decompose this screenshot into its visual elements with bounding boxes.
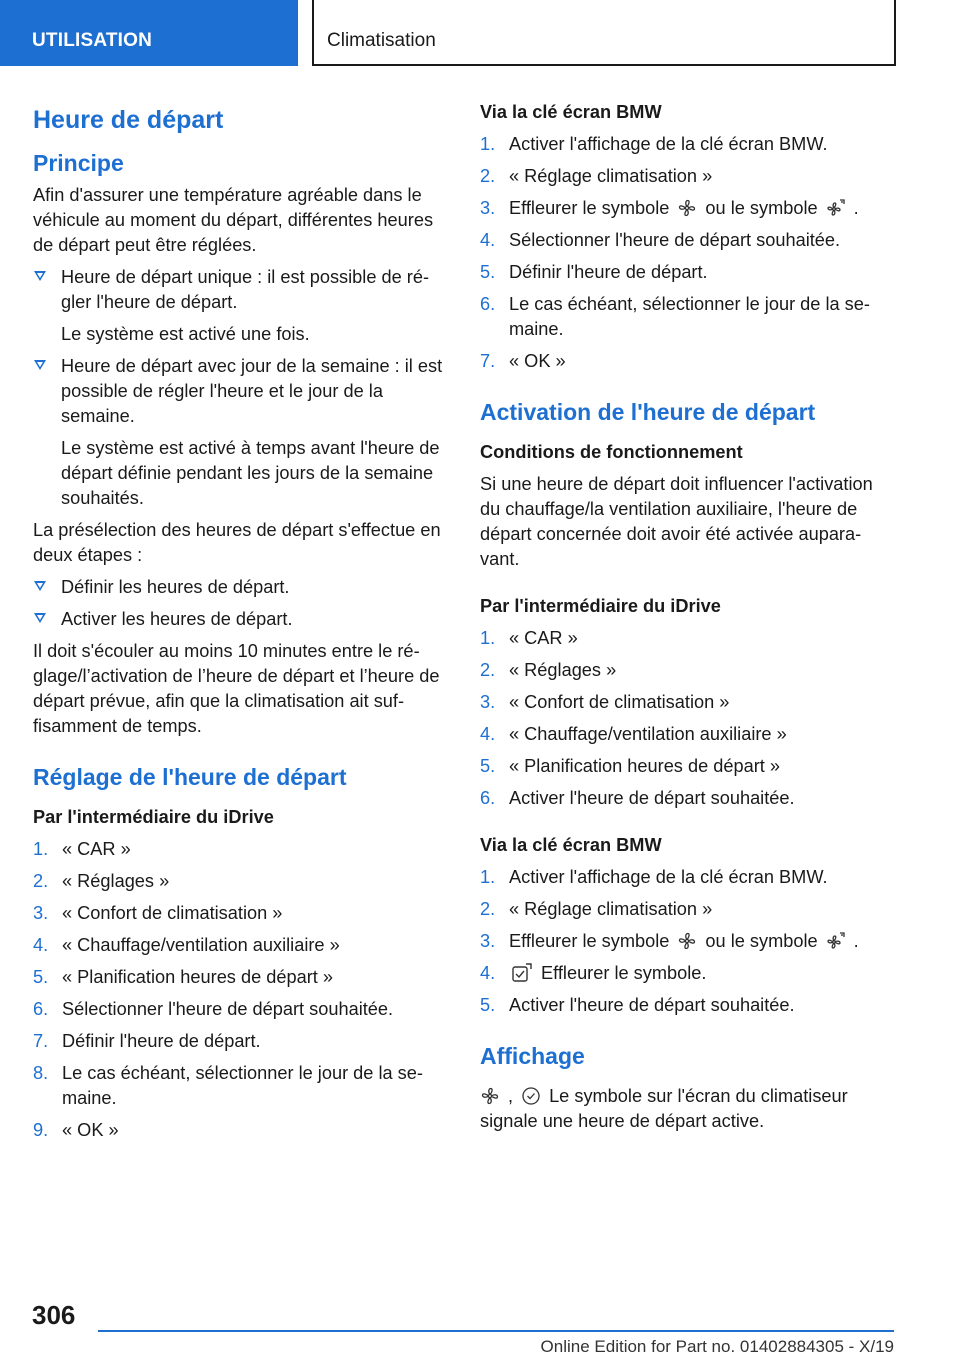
- key2-steps-list: [480, 865, 894, 1018]
- step-text: Définir l'heure de départ.: [509, 262, 708, 282]
- bullet-text: Définir les heures de départ.: [61, 577, 290, 597]
- list-item: 5. « Planification heures de départ »: [33, 967, 333, 987]
- conditions-text: Si une heure de départ doit influencer l'activation du chauffage/la ventilation auxiliaire, l'heure de départ concernée doit avoir été activée auparavant.: [480, 474, 873, 569]
- bullet-text: Heure de départ unique : il est possible de régler l'heure de départ.: [61, 267, 430, 312]
- list-item: 4. « Chauffage/ventilation auxiliaire »: [480, 724, 787, 744]
- step-text: Effleurer le symbole: [509, 198, 670, 218]
- list-item: 1. Activer l'affichage de la clé écran BMW.: [480, 867, 828, 887]
- step-text: ou le symbole: [705, 198, 818, 218]
- display-heading: Affichage: [480, 1043, 585, 1069]
- step-text: Définir l'heure de départ.: [62, 1031, 261, 1051]
- principle-text: Afin d'assurer une température agréable dans le véhicule au moment du départ, différentes heures de départ peut être réglées.: [33, 185, 434, 255]
- conditions-heading: Conditions de fonctionnement: [480, 442, 743, 462]
- activation-heading: Activation de l'heure de départ: [480, 399, 816, 425]
- step-text: « Planification heures de départ »: [509, 756, 780, 776]
- step-text: .: [853, 198, 859, 218]
- list-item: 6. Sélectionner l'heure de départ souhaitée.: [33, 999, 394, 1019]
- step-text: « CAR »: [62, 839, 131, 859]
- list-item: 5. « Planification heures de départ »: [480, 756, 780, 776]
- step-text: « Réglages »: [509, 660, 617, 680]
- chapter-title: Climatisation: [312, 0, 896, 66]
- list-item: [33, 354, 447, 511]
- step-text: « Réglages »: [62, 871, 170, 891]
- fan-icon: [677, 198, 697, 218]
- triangle-bullet-icon: [34, 613, 46, 623]
- list-item: 6. Activer l'heure de départ souhaitée.: [480, 788, 795, 808]
- step-text: « Réglage climatisation »: [509, 899, 713, 919]
- step-text: Activer l'heure de départ souhaitée.: [509, 995, 795, 1015]
- step-text: « Chauffage/ventilation auxiliaire »: [509, 724, 787, 744]
- step-text: Le cas échéant, sélectionner le jour de la semaine.: [509, 294, 870, 339]
- list-item: 2. « Réglage climatisation »: [480, 899, 713, 919]
- idrive-heading: Par l'intermédiaire du iDrive: [480, 596, 721, 616]
- list-item: 9. « OK »: [33, 1120, 119, 1140]
- list-item: 8. Le cas échéant, sélectionner le jour de la semaine.: [33, 1063, 423, 1108]
- step-text: Sélectionner l'heure de départ souhaitée.: [62, 999, 394, 1019]
- delay-text: Il doit s'écouler au moins 10 minutes entre le réglage/l’activation de l’heure de départ et l’heure de départ prévue, afin que la climatisation ait suffisamment de temps.: [33, 641, 440, 736]
- bullet-text: Activer les heures de départ.: [61, 609, 293, 629]
- section-tab: UTILISATION: [0, 0, 298, 66]
- step-text: « Confort de climatisation »: [509, 692, 730, 712]
- bullet-text: Heure de départ avec jour de la semaine : il est possible de régler l'heure et le jour de la semaine.: [61, 356, 443, 426]
- bullet-subtext: Le système est activé une fois.: [61, 324, 310, 344]
- list-item: 1. Activer l'affichage de la clé écran BMW.: [480, 134, 828, 154]
- list-item: 4. Effleurer le symbole.: [480, 963, 707, 983]
- list-item: 4. Sélectionner l'heure de départ souhaitée.: [480, 230, 841, 250]
- setting-heading: Réglage de l'heure de départ: [33, 764, 347, 790]
- step-text: Activer l'affichage de la clé écran BMW.: [509, 134, 828, 154]
- step-text: Activer l'affichage de la clé écran BMW.: [509, 867, 828, 887]
- step-text: « Réglage climatisation »: [509, 166, 713, 186]
- list-item: 5. Activer l'heure de départ souhaitée.: [480, 995, 795, 1015]
- footer-divider: [98, 1330, 894, 1332]
- triangle-bullet-icon: [34, 581, 46, 591]
- step-text: « CAR »: [509, 628, 578, 648]
- step-text: ou le symbole: [705, 931, 818, 951]
- list-item: 2. « Réglages »: [480, 660, 617, 680]
- bullet-subtext: Le système est activé à temps avant l'heure de départ définie pendant les jours de la semaine souhaités.: [61, 438, 440, 508]
- list-item: 7. Définir l'heure de départ.: [33, 1031, 261, 1051]
- list-item: [33, 607, 447, 632]
- list-item: 7. « OK »: [480, 351, 566, 371]
- preselect-text: La présélection des heures de départ s'effectue en deux étapes :: [33, 520, 441, 565]
- list-item: 3. « Confort de climatisation »: [480, 692, 730, 712]
- list-item: 3. Effleurer le symbole ou le symbole .: [480, 931, 859, 951]
- key2-heading: Via la clé écran BMW: [480, 835, 662, 855]
- key-heading: Via la clé écran BMW: [480, 102, 662, 122]
- list-item: [33, 265, 447, 347]
- principle-heading: Principe: [33, 150, 124, 176]
- step-text: « OK »: [62, 1120, 119, 1140]
- list-item: 1. « CAR »: [33, 839, 131, 859]
- right-column: [480, 100, 894, 1134]
- list-item: 6. Le cas échéant, sélectionner le jour de la semaine.: [480, 294, 870, 339]
- page-number: 306: [32, 1300, 76, 1330]
- departure-types-list: [33, 265, 447, 511]
- list-item: 2. « Réglage climatisation »: [480, 166, 713, 186]
- step-text: Le cas échéant, sélectionner le jour de la semaine.: [62, 1063, 423, 1108]
- edition-text: Online Edition for Part no. 01402884305 - X/19: [540, 1337, 894, 1356]
- step-text: .: [853, 931, 859, 951]
- step-text: « Confort de climatisation »: [62, 903, 283, 923]
- list-item: 3. Effleurer le symbole ou le symbole .: [480, 198, 859, 218]
- idrive-steps-list: [33, 837, 447, 1143]
- clock-icon: [521, 1086, 541, 1106]
- idrive-steps-list: [480, 626, 894, 811]
- fan-icon: [677, 931, 697, 951]
- step-text: Effleurer le symbole.: [541, 963, 707, 983]
- list-item: 5. Définir l'heure de départ.: [480, 262, 708, 282]
- list-item: [33, 575, 447, 600]
- list-item: 4. « Chauffage/ventilation auxiliaire »: [33, 935, 340, 955]
- step-text: Sélectionner l'heure de départ souhaitée.: [509, 230, 841, 250]
- list-item: 1. « CAR »: [480, 628, 578, 648]
- page-title: Heure de départ: [33, 106, 224, 134]
- key-steps-list: [480, 132, 894, 374]
- step-text: Effleurer le symbole: [509, 931, 670, 951]
- display-text: Le symbole sur l'écran du climatiseur signale une heure de départ active.: [480, 1086, 848, 1131]
- steps-bullet-list: [33, 575, 447, 632]
- idrive-heading: Par l'intermédiaire du iDrive: [33, 807, 274, 827]
- left-column: [33, 100, 447, 1150]
- list-item: 3. « Confort de climatisation »: [33, 903, 283, 923]
- fan-icon: [480, 1086, 500, 1106]
- step-text: « Chauffage/ventilation auxiliaire »: [62, 935, 340, 955]
- step-text: « Planification heures de départ »: [62, 967, 333, 987]
- list-item: 2. « Réglages »: [33, 871, 170, 891]
- triangle-bullet-icon: [34, 360, 46, 370]
- separator: ,: [508, 1086, 514, 1106]
- fan-timer-icon: [826, 198, 846, 218]
- timer-checkbox-icon: [511, 962, 533, 984]
- triangle-bullet-icon: [34, 271, 46, 281]
- step-text: Activer l'heure de départ souhaitée.: [509, 788, 795, 808]
- display-text-block: [480, 1084, 894, 1134]
- step-text: « OK »: [509, 351, 566, 371]
- fan-timer-icon: [826, 931, 846, 951]
